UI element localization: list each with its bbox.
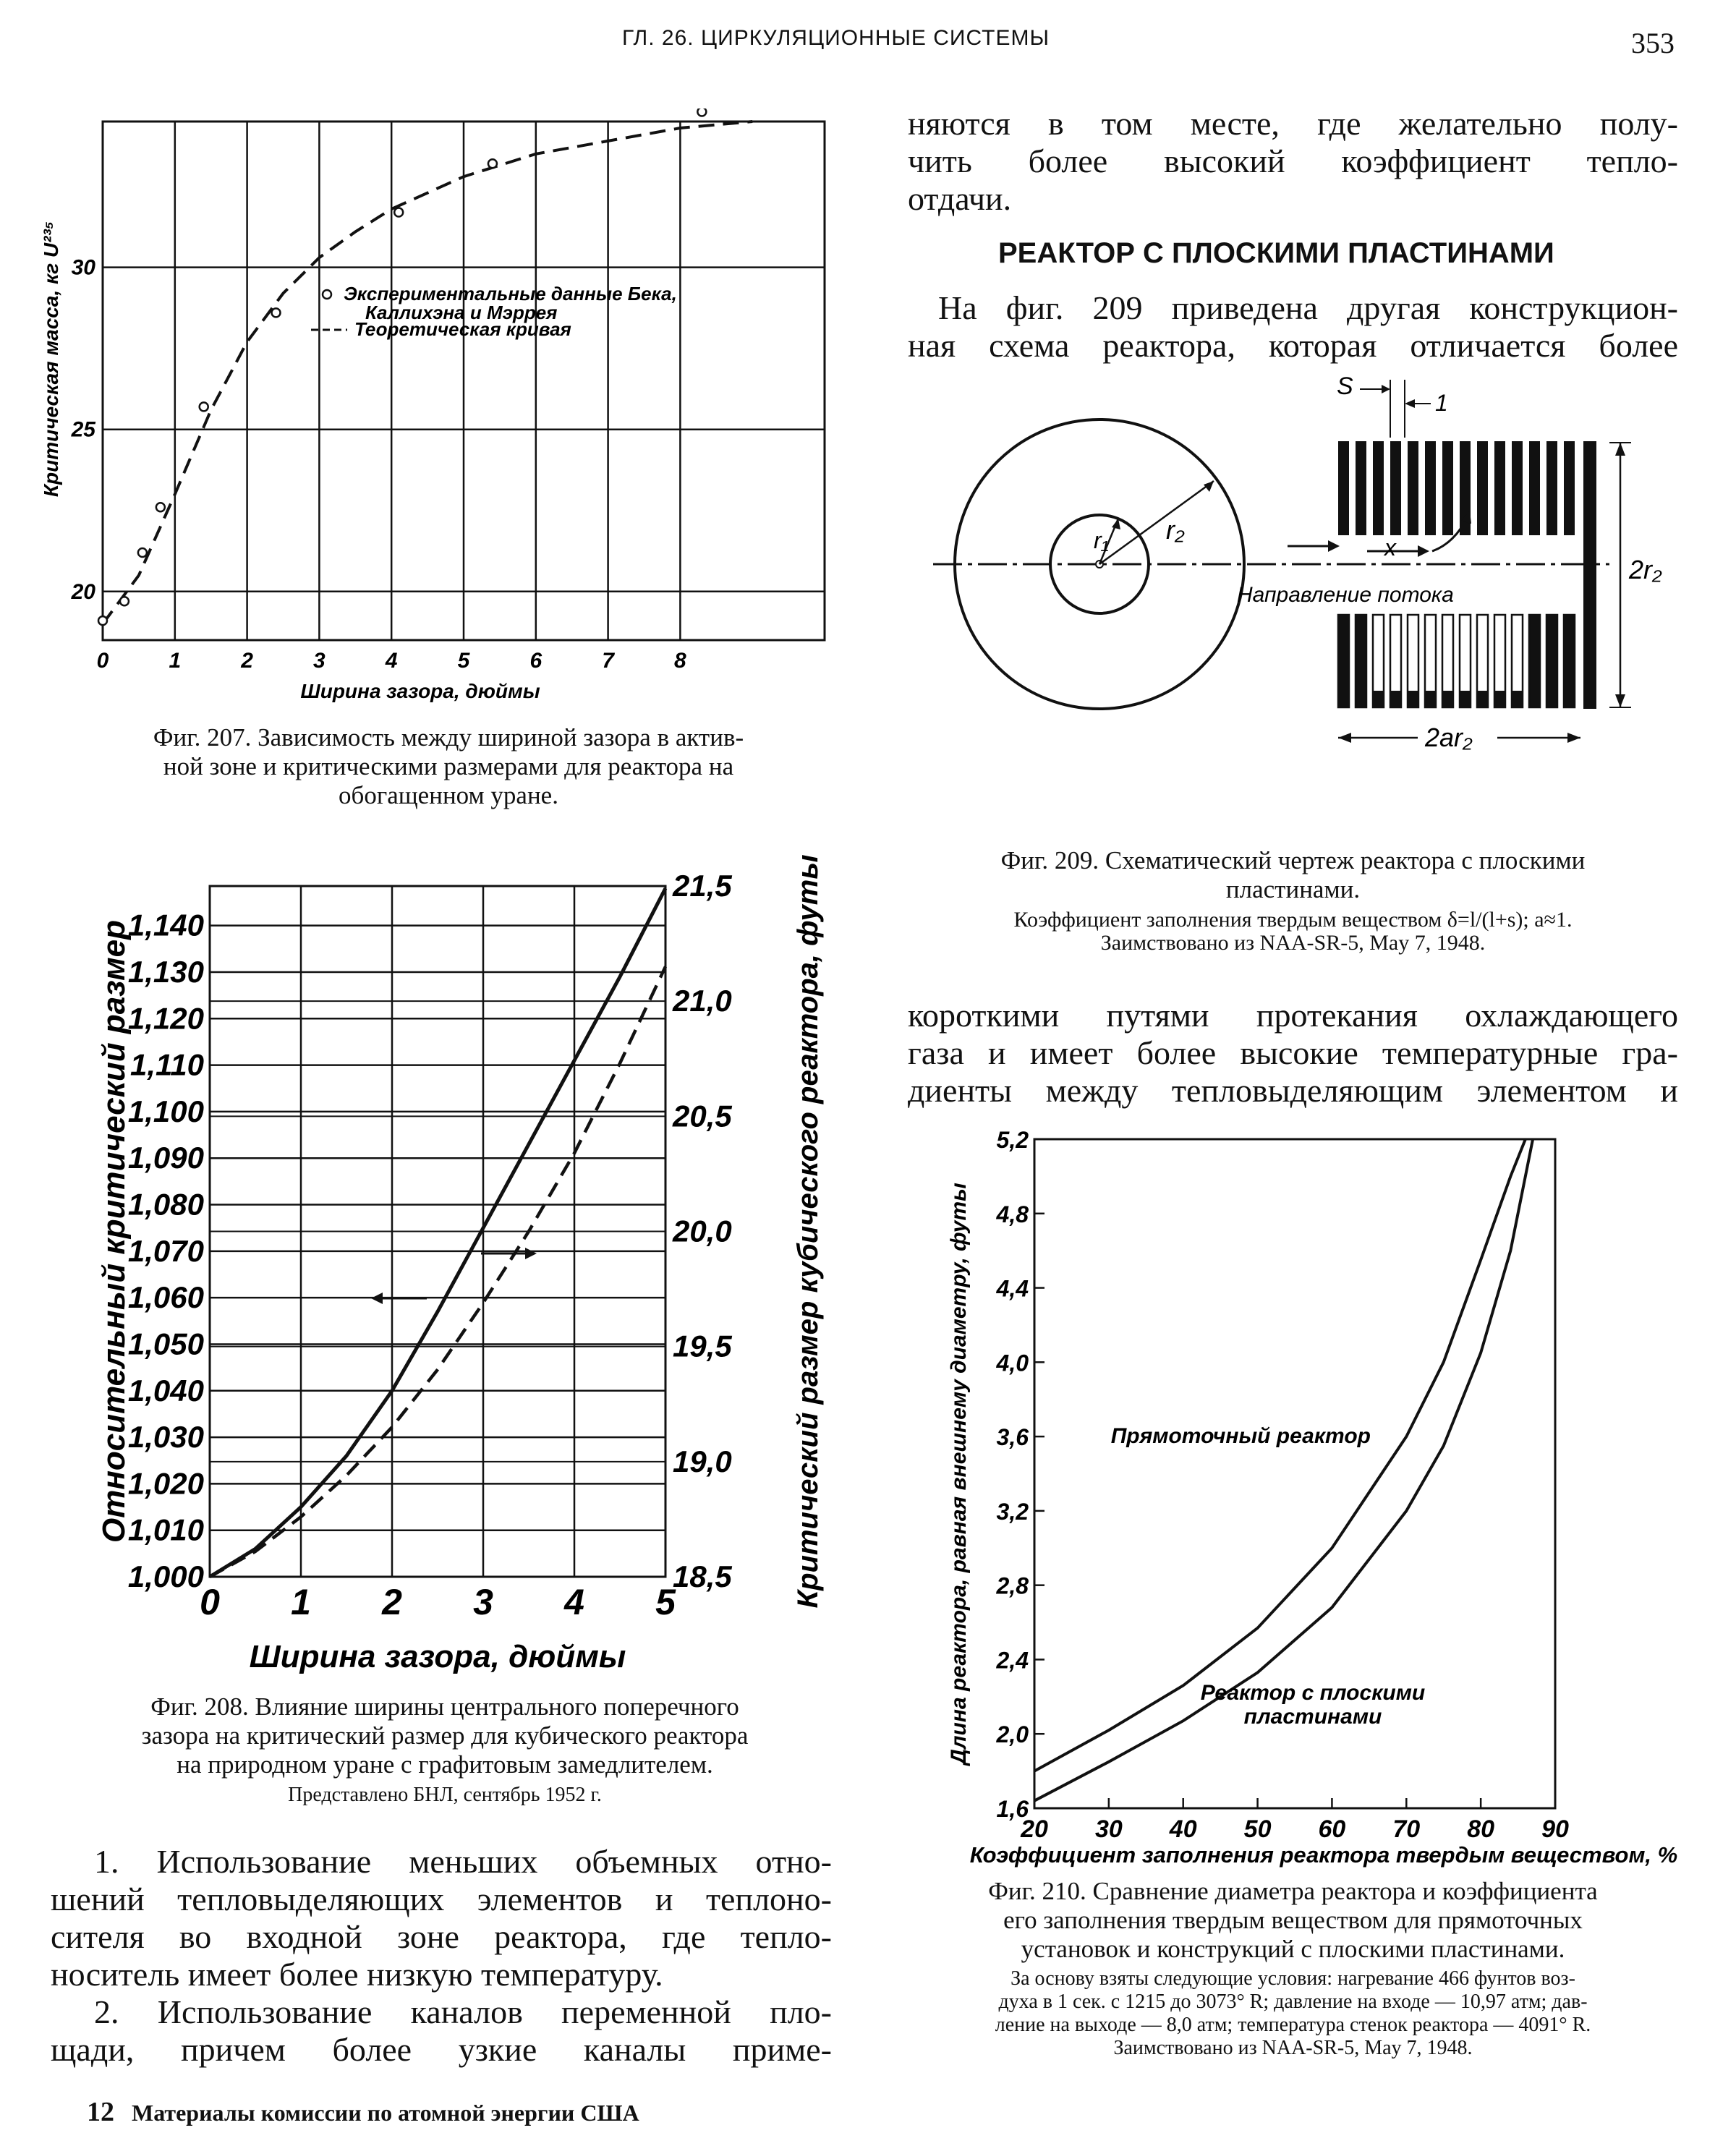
experimental-point — [394, 208, 403, 216]
para1 — [908, 289, 1678, 365]
fig207-caption — [65, 723, 832, 810]
x-tick-label: 6 — [529, 649, 542, 673]
fig210-caption-line: установок и конструкций с плоскими пластинами. — [1021, 1935, 1565, 1963]
y-left-tick-label: 1,130 — [127, 954, 204, 989]
experimental-point — [272, 308, 281, 317]
x-axis-label: Коэффициент заполнения реактора твердым веществом, % — [969, 1842, 1678, 1868]
fig210-note-line: Заимствовано из NAA-SR-5, May 7, 1948. — [1113, 2037, 1473, 2059]
text-line: носитель имеет более низкую температуру. — [51, 1956, 663, 1993]
text-line: 2. Использование каналов переменной пло- — [94, 1993, 832, 2030]
series-label: Прямоточный реактор — [1110, 1424, 1371, 1448]
fig209-diagram — [933, 362, 1693, 767]
plate-stack-bottom — [1338, 615, 1575, 707]
fig208-caption — [58, 1692, 832, 1779]
fig207-caption-line: Фиг. 207. Зависимость между шириной зазора в актив- — [153, 723, 744, 751]
x-tick-label: 3 — [473, 1582, 493, 1622]
text-line: На фиг. 209 приведена другая конструкцион- — [938, 289, 1678, 326]
x-axis-label: Ширина зазора, дюймы — [249, 1639, 626, 1674]
experimental-point — [200, 402, 208, 411]
y-left-tick-label: 1,050 — [127, 1327, 204, 1361]
s-label: S — [1337, 372, 1353, 400]
end-plate — [1583, 441, 1596, 709]
y-tick-label: 25 — [71, 417, 95, 442]
y-tick-label: 4,0 — [996, 1350, 1029, 1376]
theoretical-curve — [103, 122, 752, 624]
text-line: сителя во входной зоне реактора, где тепло- — [51, 1918, 832, 1955]
experimental-point — [120, 597, 129, 605]
fig207-caption-line: ной зоне и критическими размерами для реактора на — [163, 752, 734, 780]
fig210-note-line: духа в 1 сек. с 1215 до 3073° R; давление на входе — 10,97 атм; дав- — [998, 1990, 1588, 2013]
once-through-curve — [1034, 1139, 1526, 1771]
r2-arrowhead — [1204, 481, 1214, 492]
fig207-chart — [36, 108, 846, 709]
series-label: пластинами — [1243, 1705, 1382, 1729]
fuel-plate — [1494, 441, 1505, 535]
axis-arrowhead-right — [525, 1248, 537, 1259]
fuel-plate — [1477, 441, 1488, 535]
fuel-plate — [1425, 441, 1436, 535]
x-tick-label: 2 — [241, 649, 253, 673]
fig209-note — [908, 908, 1678, 955]
experimental-point — [156, 503, 165, 511]
right-column-top-text — [908, 105, 1678, 218]
fig209-caption — [908, 846, 1678, 904]
experimental-point — [488, 159, 497, 168]
x-tick-label: 0 — [200, 1582, 220, 1622]
fig210-caption — [908, 1877, 1678, 1964]
two-r2-label: 2r₂ — [1629, 555, 1662, 584]
fig210-note — [908, 1967, 1678, 2060]
fig210-note-line: ление на выходе — 8,0 атм; температура стенок реактора — 4091° R. — [995, 2014, 1591, 2036]
text-line: ная схема реактора, которая отличается более — [908, 327, 1678, 364]
fig210-chart — [933, 1117, 1685, 1870]
fig210-note-line: За основу взяты следующие условия: нагревание 466 фунтов воз- — [1010, 1967, 1575, 1990]
fuel-plate — [1338, 615, 1349, 707]
fig209-note-line: Заимствовано из NAA-SR-5, May 7, 1948. — [1100, 931, 1486, 955]
y-left-tick-label: 1,100 — [127, 1094, 204, 1128]
para2 — [908, 997, 1678, 1110]
text-line: чить более высокий коэффициент тепло- — [908, 142, 1678, 179]
y-right-tick-label: 20,0 — [673, 1214, 732, 1248]
y-left-tick-label: 1,070 — [127, 1233, 204, 1268]
y-left-tick-label: 1,090 — [127, 1141, 204, 1175]
x-tick-label: 3 — [313, 649, 326, 673]
fuel-plate — [1356, 615, 1366, 707]
section-title: РЕАКТОР С ПЛОСКИМИ ПЛАСТИНАМИ — [998, 237, 1554, 269]
axis-arrowhead-left — [371, 1293, 383, 1304]
y-tick-label: 20 — [71, 579, 95, 604]
y-right-tick-label: 19,0 — [673, 1444, 732, 1478]
fuel-plate-base — [1512, 691, 1523, 707]
height-arrowhead — [1615, 443, 1625, 456]
fuel-plate — [1338, 441, 1349, 535]
y-tick-label: 4,8 — [996, 1201, 1029, 1227]
fuel-plate — [1564, 615, 1575, 707]
fuel-plate — [1564, 441, 1575, 535]
x-tick-label: 4 — [385, 649, 398, 673]
x-tick-label: 5 — [457, 649, 470, 673]
y-right-tick-label: 18,5 — [673, 1559, 732, 1593]
fuel-plate — [1408, 441, 1418, 535]
cubic-size-curve — [210, 966, 665, 1577]
two-ar2-label: 2ar₂ — [1425, 723, 1473, 752]
fig209-caption-line: пластинами. — [1225, 875, 1361, 903]
fig208-caption-line: зазора на критический размер для кубического реактора — [141, 1721, 749, 1750]
footer-text: Материалы комиссии по атомной энергии США — [132, 2100, 639, 2126]
fuel-plate-base — [1477, 691, 1488, 707]
fig207-caption-line: обогащенном уране. — [339, 781, 558, 809]
flow-arrowhead — [1418, 545, 1429, 557]
y-left-tick-label: 1,060 — [127, 1280, 204, 1315]
fig210-caption-line: Фиг. 210. Сравнение диаметра реактора и коэффициента — [988, 1877, 1598, 1905]
plate-stack-top — [1338, 441, 1575, 535]
x-tick-label: 2 — [382, 1582, 402, 1622]
y-left-tick-label: 1,120 — [127, 1001, 204, 1036]
x-tick-label: 20 — [1021, 1815, 1048, 1843]
text-line: няются в том месте, где желательно полу- — [908, 105, 1678, 142]
flow-label: Направление потока — [1237, 583, 1454, 607]
x-tick-label: 80 — [1467, 1815, 1495, 1843]
x-axis-label: Ширина зазора, дюймы — [300, 680, 540, 702]
y-right-tick-label: 19,5 — [673, 1329, 732, 1363]
y-tick-label: 3,6 — [996, 1424, 1029, 1451]
one-arrowhead — [1405, 399, 1415, 408]
x-tick-label: 60 — [1318, 1815, 1346, 1843]
y-right-tick-label: 21,0 — [673, 984, 732, 1018]
fig208-chart — [94, 853, 832, 1692]
left-column-text — [51, 1843, 832, 2069]
text-line: короткими путями протекания охлаждающего — [908, 997, 1678, 1034]
one-label: 1 — [1435, 390, 1448, 416]
y-left-tick-label: 1,020 — [127, 1466, 204, 1501]
fuel-plate — [1356, 441, 1366, 535]
height-arrowhead — [1615, 694, 1625, 707]
y-tick-label: 4,4 — [996, 1275, 1029, 1302]
y-left-tick-label: 1,080 — [127, 1187, 204, 1222]
x-tick-label: 50 — [1243, 1815, 1272, 1843]
fig208-caption-line: на природном уране с графитовым замедлителем. — [176, 1750, 713, 1779]
legend-label: Теоретическая кривая — [354, 318, 571, 340]
experimental-point — [138, 548, 147, 557]
fuel-plate-base — [1373, 691, 1384, 707]
x-tick-label: 1 — [291, 1582, 311, 1622]
text-line: отдачи. — [908, 180, 1012, 217]
fuel-plate-base — [1460, 691, 1471, 707]
y-left-tick-label: 1,140 — [127, 908, 204, 942]
fuel-plate-base — [1408, 691, 1418, 707]
y-tick-label: 5,2 — [996, 1127, 1029, 1153]
x-tick-label: 8 — [674, 649, 686, 673]
legend-marker-points — [323, 290, 331, 299]
width-arrowhead — [1567, 733, 1580, 743]
y-axis-label: Критическая масса, кг U²³⁵ — [40, 221, 62, 498]
x-tick-label: 1 — [169, 649, 182, 673]
y-left-axis-label: Относительный критический размер — [96, 919, 132, 1543]
y-axis-label: Длина реактора, равная внешнему диаметру, футы — [947, 1183, 971, 1765]
fuel-plate — [1442, 441, 1453, 535]
series-label: Реактор с плоскими — [1200, 1681, 1426, 1705]
y-tick-label: 1,6 — [996, 1796, 1029, 1822]
experimental-point — [697, 108, 706, 116]
y-tick-label: 2,0 — [996, 1721, 1029, 1748]
y-left-tick-label: 1,110 — [130, 1047, 204, 1082]
fuel-plate-base — [1442, 691, 1453, 707]
footer-number: 12 — [87, 2097, 114, 2127]
x-tick-label: 30 — [1094, 1815, 1123, 1843]
relative-size-curve — [210, 888, 665, 1577]
fuel-plate — [1529, 615, 1540, 707]
flow-arrowhead — [1328, 540, 1340, 552]
legend-label: Экспериментальные данные Бека, — [344, 283, 677, 305]
r2-label: r₂ — [1166, 515, 1185, 545]
fuel-plate — [1512, 441, 1523, 535]
text-line: 1. Использование меньших объемных отно- — [94, 1843, 832, 1880]
x-tick-label: 70 — [1392, 1815, 1421, 1843]
fuel-plate-base — [1390, 691, 1401, 707]
x-tick-label: 4 — [564, 1582, 584, 1622]
y-tick-label: 30 — [71, 255, 95, 280]
legend-label: Каллихэна и Мэррея — [365, 302, 558, 323]
fuel-plate — [1529, 441, 1540, 535]
fig210-caption-line: его заполнения твердым веществом для прямоточных — [1003, 1906, 1583, 1934]
footer — [87, 2096, 639, 2128]
y-left-tick-label: 1,000 — [127, 1559, 204, 1593]
y-left-tick-label: 1,010 — [127, 1512, 204, 1547]
fuel-plate-base — [1494, 691, 1505, 707]
fig208-note: Представлено БНЛ, сентябрь 1952 г. — [288, 1784, 602, 1806]
text-line: шений тепловыделяющих элементов и теплоно- — [51, 1881, 832, 1917]
width-arrowhead — [1338, 733, 1351, 743]
y-left-tick-label: 1,030 — [127, 1420, 204, 1455]
fuel-plate — [1546, 615, 1557, 707]
page-number: 353 — [1631, 27, 1675, 59]
y-tick-label: 2,8 — [996, 1572, 1029, 1599]
y-left-tick-label: 1,040 — [127, 1373, 204, 1408]
y-right-tick-label: 20,5 — [673, 1099, 732, 1133]
y-tick-label: 2,4 — [996, 1647, 1029, 1674]
fuel-plate — [1546, 441, 1557, 535]
x-tick-label: 40 — [1169, 1815, 1197, 1843]
x-label: x — [1384, 535, 1396, 561]
text-line: диенты между тепловыделяющим элементом и — [908, 1072, 1678, 1109]
text-line: газа и имеет более высокие температурные гра- — [908, 1034, 1678, 1071]
y-right-axis-label: Критический размер кубического реактора, футы — [792, 854, 824, 1609]
x-tick-label: 0 — [96, 649, 109, 673]
x-tick-label: 5 — [655, 1582, 676, 1622]
x-tick-label: 90 — [1541, 1815, 1569, 1843]
x-tick-label: 7 — [602, 649, 614, 673]
y-right-tick-label: 21,5 — [673, 869, 732, 903]
s-arrowhead — [1382, 385, 1390, 393]
fig208-caption-line: Фиг. 208. Влияние ширины центрального поперечного — [150, 1692, 739, 1721]
fuel-plate-base — [1425, 691, 1436, 707]
text-line: щади, причем более узкие каналы приме- — [51, 2031, 832, 2068]
fig209-note-line: Коэффициент заполнения твердым веществом δ=l/(l+s); a≈1. — [1013, 908, 1573, 932]
y-tick-label: 3,2 — [996, 1498, 1029, 1525]
fuel-plate — [1373, 441, 1384, 535]
experimental-point — [98, 616, 107, 625]
fig209-caption-line: Фиг. 209. Схематический чертеж реактора с плоскими — [1000, 846, 1586, 874]
r1-label: r₁ — [1094, 527, 1109, 553]
running-header: ГЛ. 26. ЦИРКУЛЯЦИОННЫЕ СИСТЕМЫ — [622, 26, 1050, 50]
